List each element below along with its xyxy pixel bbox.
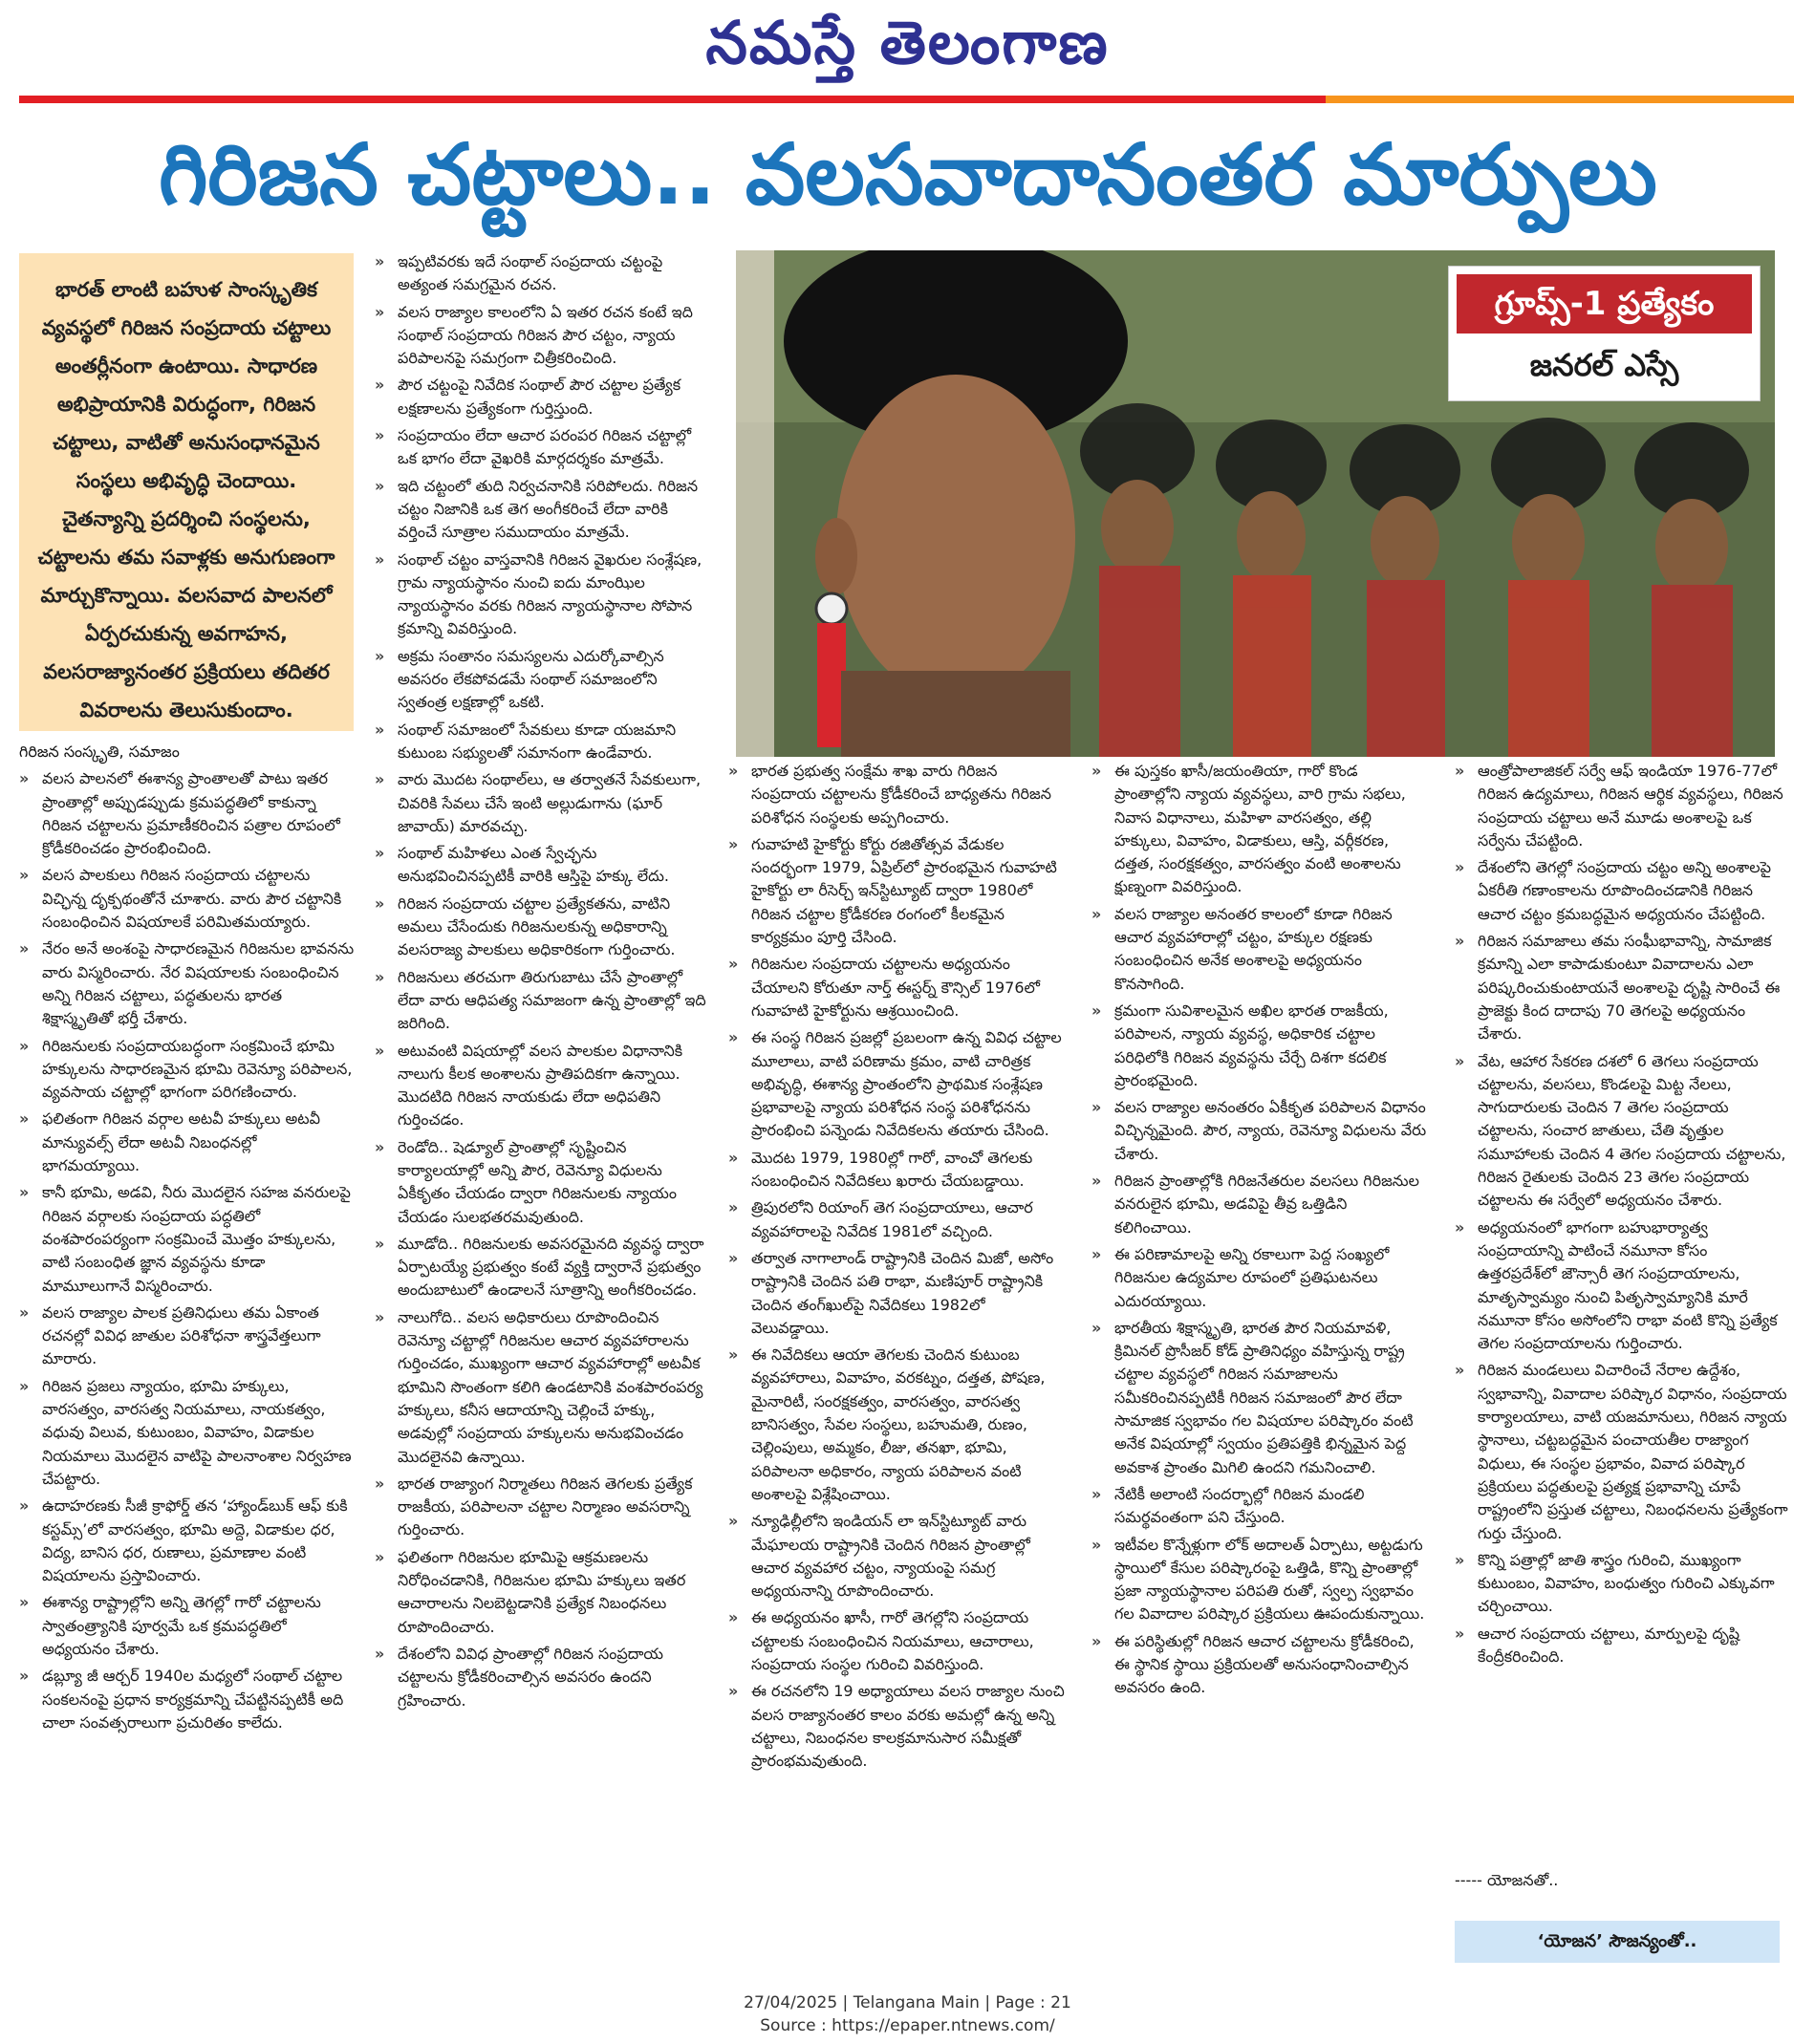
bullet-paragraph: » అధ్యయనంలో భాగంగా బహుభార్యాత్వ సంప్రదాయాన్ని పాటించే నమూనా కోసం ఉత్తరప్రదేశ్‌లో జౌన్సారీ తెగ సంప్రదాయాలను, మాతృస్వామ్యం నుంచి పితృస్వామ్యానికి మారే నమూనా కోసం అసోంలోని రాభా వంటి కొన్ని ప్రత్యేక తెగల సంప్రదాయాలను గుర్తించారు. <box>1455 1216 1791 1356</box>
header-rule-orange <box>1326 96 1794 103</box>
bullet-paragraph: » వలస రాజ్యాల అనంతర కాలంలో కూడా గిరిజన ఆచార వ్యవహారాల్లో చట్టం, హక్కుల రక్షణకు సంబంధించిన అనేక అంశాలపై అధ్యయనం కొనసాగింది. <box>1091 903 1428 996</box>
bullet-paragraph: » భారత ప్రభుత్వ సంక్షేమ శాఖ వారు గిరిజన సంప్రదాయ చట్టాలను క్రోడీకరించే బాధ్యతను గిరిజన పరిశోధన సంస్థలకు అప్పగించారు. <box>728 760 1065 829</box>
bullet-paragraph: » ఈ పరిణామాలపై అన్ని రకాలుగా పెద్ద సంఖ్యలో గిరిజనుల ఉద్యమాల రూపంలో ప్రతిఘటనలు ఎదురయ్యాయి. <box>1091 1243 1428 1313</box>
footer-source-link[interactable]: Source : https://epaper.ntnews.com/ <box>760 2016 1055 2035</box>
bullet-paragraph: » నేటికీ అలాంటి సందర్భాల్లో గిరిజన మండలి సమర్థవంతంగా పని చేస్తుంది. <box>1091 1483 1428 1530</box>
bullet-paragraph: » గిరిజనులు తరచుగా తిరుగుబాటు చేసే ప్రాంతాల్లో లేదా వారు ఆధిపత్య సమాజంగా ఉన్న ప్రాంతాల్లో ఇది జరిగింది. <box>375 966 711 1036</box>
bullet-paragraph: » డబ్ల్యూ జీ ఆర్చర్ 1940ల మధ్యలో సంథాల్ చట్టాల సంకలనంపై ప్రధాన కార్యక్రమాన్ని చేపట్టినప్పటికీ అది చాలా సంవత్సరాలుగా ప్రచురితం కాలేదు. <box>19 1665 356 1734</box>
bullet-paragraph: » ఈ నివేదికలు ఆయా తెగలకు చెందిన కుటుంబ వ్యవహారాలు, వివాహం, వరకట్నం, దత్తత, పోషణ, మైనారిటీ, సంరక్షకత్వం, వారసత్వం, వారసత్వ బానిసత్వం, సేవల సంస్థలు, బహుమతి, రుణం, చెల్లింపులు, అమ్మకం, లీజు, తనఖా, భూమి, పరిపాలనా అధికారం, న్యాయ పరిపాలన వంటి అంశాలపై విశ్లేషించాయి. <box>728 1344 1065 1506</box>
masthead <box>0 0 1815 92</box>
bullet-paragraph: » పౌర చట్టంపై నివేదిక సంథాల్ పౌర చట్టాల ప్రత్యేక లక్షణాలను ప్రత్యేకంగా గుర్తిస్తుంది. <box>375 374 711 420</box>
article-column-1 <box>19 741 356 1959</box>
bullet-paragraph: » గిరిజన ప్రాంతాల్లోకి గిరిజనేతరుల వలసలు గిరిజనుల వనరులైన భూమి, అడవిపై తీవ్ర ఒత్తిడిని కలిగించాయి. <box>1091 1170 1428 1239</box>
bullet-paragraph: » నేరం అనే అంశంపై సాధారణమైన గిరిజనుల భావనను వారు విస్మరించారు. నేర విషయాలకు సంబంధించిన అన్ని గిరిజన చట్టాలు, పద్ధతులను భారత శిక్షాస్మృతితో భర్తీ చేశారు. <box>19 937 356 1030</box>
bullet-paragraph: » తర్వాత నాగాలాండ్ రాష్ట్రానికి చెందిన మిజో, అసోం రాష్ట్రానికి చెందిన పతి రాభా, మణిపూర్ రాష్ట్రానికి చెందిన తంగ్‌ఖుల్‌పై నివేదికలు 1982లో వెలువడ్డాయి. <box>728 1247 1065 1340</box>
badge-title: గ్రూప్స్-1 ప్రత్యేకం <box>1457 274 1752 333</box>
bullet-paragraph: » గువాహటి హైకోర్టు కోర్టు రజితోత్సవ వేడుకల సందర్భంగా 1979, ఏప్రిల్‌లో ప్రారంభమైన గువాహటి హైకోర్టు లా రీసెర్చ్ ఇన్‌స్టిట్యూట్ ద్వారా 1980లో గిరిజన చట్టాల క్రోడీకరణ రంగంలో కీలకమైన కార్యక్రమం పూర్తి చేసింది. <box>728 833 1065 949</box>
article-column-3 <box>728 760 1065 1959</box>
bullet-paragraph: » మొదట 1979, 1980ల్లో గారో, వాంచో తెగలకు సంబంధించిన నివేదికలు ఖరారు చేయబడ్డాయి. <box>728 1147 1065 1194</box>
bullet-paragraph: » ఆచార సంప్రదాయ చట్టాలు, మార్పులపై దృష్టి కేంద్రీకరించింది. <box>1455 1623 1791 1669</box>
article-headline: గిరిజన చట్టాలు.. వలసవాదానంతర మార్పులు <box>159 125 1657 224</box>
bullet-paragraph: » వలస పాలనలో ఈశాన్య ప్రాంతాలతో పాటు ఇతర ప్రాంతాల్లో అప్పుడప్పుడు క్రమపద్ధతిలో కాకున్నా గిరిజన చట్టాలను ప్రమాణీకరించిన పత్రాల రూపంలో క్రోడీకరించడం ప్రారంభించింది. <box>19 767 356 860</box>
bullet-paragraph: » గిరిజన సంప్రదాయ చట్టాల ప్రత్యేకతను, వాటిని అమలు చేసేందుకు గిరిజనులకున్న అధికారాన్ని వలసరాజ్య పాలకులు అధికారికంగా గుర్తించారు. <box>375 893 711 962</box>
bullet-paragraph: » ఇది చట్టంలో తుది నిర్వచనానికి సరిపోలదు. గిరిజన చట్టం నిజానికి ఒక తెగ అంగీకరించే లేదా వారికి వర్తించే సూత్రాల సముదాయం మాత్రమే. <box>375 475 711 545</box>
bullet-paragraph: » న్యూఢిల్లీలోని ఇండియన్ లా ఇన్‌స్టిట్యూట్ వారు మేఘాలయ రాష్ట్రానికి చెందిన గిరిజన ప్రాంతాల్లో ఆచార వ్యవహార చట్టం, న్యాయంపై సమగ్ర అధ్యయనాన్ని రూపొందించారు. <box>728 1510 1065 1603</box>
article-column-5 <box>1455 760 1791 1902</box>
bullet-paragraph: » అక్రమ సంతానం సమస్యలను ఎదుర్కోవాల్సిన అవసరం లేకపోవడమే సంథాల్ సమాజంలోని స్వతంత్ర లక్షణాల్లో ఒకటి. <box>375 645 711 715</box>
badge-subtitle: జనరల్ ఎస్సే <box>1529 347 1679 383</box>
bullet-paragraph: » ఇటీవల కొన్నేళ్లుగా లోక్ అదాలత్ ఏర్పాటు, అట్టడుగు స్థాయిలో కేసుల పరిష్కారంపై ఒత్తిడి, కొన్ని ప్రాంతాల్లో ప్రజా న్యాయస్థానాల పరిపతి రుతో, స్వల్ప స్వభావం గల వివాదాల పరిష్కార ప్రక్రియలు ఊపందుకున్నాయి. <box>1091 1534 1428 1626</box>
bullet-paragraph: » ఇప్పటివరకు ఇదే సంథాల్ సంప్రదాయ చట్టంపై అత్యంత సమగ్రమైన రచన. <box>375 250 711 297</box>
bullet-paragraph: » గిరిజన సమాజాలు తమ సంఘీభావాన్ని, సామాజిక క్రమాన్ని ఎలా కాపాడుకుంటూ వివాదాలను ఎలా పరిష్కరించుకుంటాయనే అంశాలపై దృష్టి సారించే ఈ ప్రాజెక్టు కింద దాదాపు 70 తెగలపై అధ్యయనం చేశారు. <box>1455 930 1791 1045</box>
footer-date-line: 27/04/2025 | Telangana Main | Page : 21 <box>744 1993 1071 2012</box>
bullet-paragraph: » భారతీయ శిక్షాస్మృతి, భారత పౌర నియమావళి, క్రిమినల్ ప్రొసీజర్ కోడ్ ప్రాతినిధ్యం వహిస్తున్న రాష్ట్ర చట్టాల వ్యవస్థలో గిరిజన సమాజాలను సమీకరించినప్పటికీ గిరిజన సమాజంలో పౌర లేదా సామాజిక స్వభావం గల విషయాల పరిష్కారం వంటి అనేక విషయాల్లో స్వయం ప్రతిపత్తికి భిన్నమైన పెద్ద అవకాశ ప్రాంతం మిగిలి ఉందని గమనించాలి. <box>1091 1317 1428 1479</box>
bullet-paragraph: » కానీ భూమి, అడవి, నీరు మొదలైన సహజ వనరులపై గిరిజన వర్గాలకు సంప్రదాయ పద్ధతిలో వంశపారంపర్యంగా సంక్రమించే మొత్తం హక్కులను, వాటి సంబంధిత జ్ఞాన వ్యవస్థను కూడా మామూలుగానే విస్మరించారు. <box>19 1181 356 1297</box>
bullet-paragraph: » వలస రాజ్యాల కాలంలోని ఏ ఇతర రచన కంటే ఇది సంథాల్ సంప్రదాయ గిరిజన పౌర చట్టం, న్యాయ పరిపాలనపై సమగ్రంగా చిత్రీకరించింది. <box>375 301 711 371</box>
bullet-paragraph: » అటువంటి విషయాల్లో వలస పాలకుల విధానానికి నాలుగు కీలక అంశాలను ప్రాతిపదికగా ఉన్నాయి. మొదటిది గిరిజన నాయకుడు లేదా అధిపతిని గుర్తించడం. <box>375 1040 711 1132</box>
bullet-paragraph: » మూడోది.. గిరిజనులకు అవసరమైనది వ్యవస్థ ద్వారా ఏర్పాటయ్యే ప్రభుత్వం కంటే వ్యక్తి ద్వారానే ప్రభుత్వం అందుబాటులో ఉండాలనే సూత్రాన్ని అంగీకరించడం. <box>375 1233 711 1302</box>
bullet-paragraph: » వేట, ఆహార సేకరణ దశలో 6 తెగలు సంప్రదాయ చట్టాలను, వలసలు, కొండలపై మిట్ట నేలలు, సాగుదారులకు చెందిన 7 తెగల సంప్రదాయ చట్టాలను, సంచార జాతులు, చేతి వృత్తుల సమూహాలకు చెందిన 4 తెగల సంప్రదాయ చట్టాలను, గిరిజన రైతులకు చెందిన 23 తెగల సంప్రదాయ చట్టాలను ఈ సర్వేలో అధ్యయనం చేశారు. <box>1455 1050 1791 1213</box>
newspaper-logo: నమస్తే తెలంగాణ <box>705 8 1110 77</box>
bullet-paragraph: » గిరిజన మండలులు విచారించే నేరాల ఉద్దేశం, స్వభావాన్ని, వివాదాల పరిష్కార విధానం, సంప్రదాయ కార్యాలయాలు, వాటి యజమానులు, గిరిజన న్యాయ స్థానాలు, చట్టబద్ధమైన పంచాయతీల రాజ్యాంగ విధులు, ఈ సంస్థల ప్రభావం, వివాద పరిష్కార ప్రక్రియలు పద్ధతులపై ప్రత్యక్ష ప్రభావాన్ని చూపే రాష్ట్రంలోని ప్రస్తుత చట్టాలు, నిబంధనలను ప్రత్యేకంగా గుర్తు చేస్తుంది. <box>1455 1359 1791 1544</box>
bullet-paragraph: » వలస రాజ్యాల పాలక ప్రతినిధులు తమ ఏకాంత రచనల్లో వివిధ జాతుల పరిశోధనా శాస్త్రవేత్తలుగా మారారు. <box>19 1302 356 1371</box>
bullet-paragraph: » వారు మొదట సంథాల్‌లు, ఆ తర్వాతనే సేవకులుగా, చివరికి సేవలు చేసే ఇంటి అల్లుడుగాను (ఘార్ జావాయ్) మారవచ్చు. <box>375 768 711 838</box>
bullet-paragraph: » సంథాల్ చట్టం వాస్తవానికి గిరిజన వైఖరుల సంశ్లేషణ, గ్రామ న్యాయస్థానం నుంచి ఐదు మాంఝిల న్యాయస్థానం వరకు గిరిజన న్యాయస్థానాల సోపాన క్రమాన్ని వివరిస్తుంది. <box>375 549 711 641</box>
bullet-paragraph: » వలస రాజ్యాల అనంతరం ఏకీకృత పరిపాలన విధానం విచ్ఛిన్నమైంది. పౌర, న్యాయ, రెవెన్యూ విధులను వేరు చేశారు. <box>1091 1096 1428 1166</box>
section-category: గిరిజన సంస్కృతి, సమాజం <box>19 742 180 761</box>
bullet-paragraph: » త్రిపురలోని రియాంగ్ తెగ సంప్రదాయాలు, ఆచార వ్యవహారాలపై నివేదిక 1981లో వచ్చింది. <box>728 1196 1065 1243</box>
bullet-paragraph: » దేశంలోని తెగల్లో సంప్రదాయ చట్టం అన్ని అంశాలపై ఏకరీతి గణాంకాలను రూపొందించడానికి గిరిజన ఆచార చట్టం క్రమబద్ధమైన అధ్యయనం చేపట్టింది. <box>1455 856 1791 926</box>
bullet-paragraph: » ఫలితంగా గిరిజనుల భూమిపై ఆక్రమణలను నిరోధించడానికి, గిరిజనుల భూమి హక్కులు ఇతర ఆచారాలను నిలబెట్టడానికి ప్రత్యేక నిబంధనలు రూపొందించారు. <box>375 1546 711 1639</box>
bullet-paragraph: » నాలుగోది.. వలస అధికారులు రూపొందించిన రెవెన్యూ చట్టాల్లో గిరిజనుల ఆచార వ్యవహారాలను గుర్తించడం, ముఖ్యంగా ఆచార వ్యవహారాల్లో అటవీక భూమిని సొంతంగా కలిగి ఉండటానికి వంశపారంపర్య హక్కులు, కనీస ఆదాయాన్ని చెల్లించే హక్కు, అడవుల్లో సంప్రదాయ హక్కులను అనుభవించడం మొదలైనవి ఉన్నాయి. <box>375 1306 711 1469</box>
bullet-paragraph: » ఈ అధ్యయనం ఖాసీ, గారో తెగల్లోని సంప్రదాయ చట్టాలకు సంబంధించిన నియమాలు, ఆచారాలు, సంప్రదాయ సంస్థల గురించి వివరిస్తుంది. <box>728 1606 1065 1676</box>
bullet-paragraph: » రెండోది.. షెడ్యూల్ ప్రాంతాల్లో సృష్టించిన కార్యాలయాల్లో అన్ని పౌర, రెవెన్యూ విధులను ఏకీకృతం చేయడం ద్వారా గిరిజనులకు న్యాయం చేయడం సులభతరమవుతుంది. <box>375 1136 711 1229</box>
bullet-paragraph: » భారత రాజ్యాంగ నిర్మాతలు గిరిజన తెగలకు ప్రత్యేక రాజకీయ, పరిపాలనా చట్టాల నిర్మాణం అవసరాన్ని గుర్తించారు. <box>375 1473 711 1542</box>
bullet-paragraph: » దేశంలోని వివిధ ప్రాంతాల్లో గిరిజన సంప్రదాయ చట్టాలను క్రోడీకరించాల్సిన అవసరం ఉందని గ్రహించారు. <box>375 1643 711 1712</box>
bullet-paragraph: » ఈశాన్య రాష్ట్రాల్లోని అన్ని తెగల్లో గారో చట్టాలను స్వాతంత్ర్యానికి పూర్వమే ఒక క్రమపద్ధతిలో అధ్యయనం చేశారు. <box>19 1591 356 1661</box>
article-column-2 <box>375 250 711 1970</box>
bullet-paragraph: » సంథాల్ సమాజంలో సేవకులు కూడా యజమాని కుటుంబ సభ్యులతో సమానంగా ఉండేవారు. <box>375 719 711 765</box>
bullet-paragraph: » గిరిజనుల సంప్రదాయ చట్టాలను అధ్యయనం చేయాలని కోరుతూ నార్త్ ఈస్టర్న్ కౌన్సిల్ 1976లో గువాహటి హైకోర్టును ఆశ్రయించింది. <box>728 953 1065 1022</box>
bullet-paragraph: » ఈ పుస్తకం ఖాసీ/జయంతియా, గారో కొండ ప్రాంతాల్లోని న్యాయ వ్యవస్థలు, వారి గ్రామ సభలు, నివాస విధానాలు, మహిళా వారసత్వం, తల్లి హక్కులు, వివాహం, విడాకులు, ఆస్తి, వర్గీకరణ, దత్తత, సంరక్షకత్వం, వారసత్వం వంటి అంశాలను క్షుణ్నంగా వివరిస్తుంది. <box>1091 760 1428 899</box>
bullet-paragraph: » కొన్ని పత్రాల్లో జాతి శాస్త్రం గురించి, ముఖ్యంగా కుటుంబం, వివాహం, బంధుత్వం గురించి ఎక్కువగా చర్చించాయి. <box>1455 1549 1791 1619</box>
bullet-paragraph: » ఉదాహరణకు సీజీ క్రాఫోర్డ్ తన ‘హ్యాండ్‌బుక్ ఆఫ్ కుకి కస్టమ్స్’లో వారసత్వం, భూమి అద్దె, విడాకుల ధర, విద్య, బానిస ధర, రుణాలు, ప్రమాణాల వంటి విషయాలను ప్రస్తావించారు. <box>19 1495 356 1587</box>
article-column-4 <box>1091 760 1428 1959</box>
author-signoff: ----- యోజనతో.. <box>1455 1871 1559 1889</box>
bullet-paragraph: » గిరిజనులకు సంప్రదాయబద్ధంగా సంక్రమించే భూమి హక్కులను సాధారణమైన భూమి రెవెన్యూ పరిపాలన, వ్యవసాయ చట్టాల్లో భాగంగా పరిగణించారు. <box>19 1035 356 1105</box>
credit-box: ‘యోజన’ సౌజన్యంతో.. <box>1455 1921 1780 1963</box>
bullet-paragraph: » ఫలితంగా గిరిజన వర్గాల అటవీ హక్కులు అటవీ మాన్యువల్స్ లేదా అటవీ నిబంధనల్లో భాగమయ్యాయి. <box>19 1108 356 1177</box>
bullet-paragraph: » ఆంత్రోపాలాజికల్ సర్వే ఆఫ్ ఇండియా 1976-77లో గిరిజన ఉద్యమాలు, గిరిజన ఆర్థిక వ్యవస్థలు, గిరిజన సంప్రదాయ చట్టాలు అనే మూడు అంశాలపై ఒక సర్వేను చేపట్టింది. <box>1455 760 1791 852</box>
bullet-paragraph: » క్రమంగా సువిశాలమైన అఖిల భారత రాజకీయ, పరిపాలన, న్యాయ వ్యవస్థ, అధికారిక చట్టాల పరిధిలోకి గిరిజన వ్యవస్థను చేర్చే దిశగా కదలిక ప్రారంభమైంది. <box>1091 1000 1428 1092</box>
header-rule-red <box>19 96 1326 103</box>
section-badge <box>1448 266 1761 401</box>
bullet-paragraph: » సంథాల్ మహిళలు ఎంత స్వేచ్ఛను అనుభవించినప్పటికీ వారికి ఆస్తిపై హక్కు లేదు. <box>375 842 711 889</box>
bullet-paragraph: » ఈ సంస్థ గిరిజన ప్రజల్లో ప్రబలంగా ఉన్న వివిధ చట్టాల మూలాలు, వాటి పరిణామ క్రమం, వాటి చారిత్రక అభివృద్ధి, ఈశాన్య ప్రాంతంలోని ప్రాథమిక సంశ్లేషణ ప్రభావాలపై న్యాయ పరిశోధన సంస్థ పరిశోధనను ప్రారంభించి పన్నెండు నివేదికలను తయారు చేసింది. <box>728 1026 1065 1142</box>
bullet-paragraph: » వలస పాలకులు గిరిజన సంప్రదాయ చట్టాలను విచ్ఛిన్న దృక్పథంతోనే చూశారు. వారు పౌర చట్టానికి సంబంధించిన విషయాలకే పరిమితమయ్యారు. <box>19 864 356 934</box>
bullet-paragraph: » ఈ రచనలోని 19 అధ్యాయాలు వలస రాజ్యాల నుంచి వలస రాజ్యానంతర కాలం వరకు అమల్లో ఉన్న అన్ని చట్టాలు, నిబంధనల కాలక్రమానుసార సమీక్షతో ప్రారంభమవుతుంది. <box>728 1680 1065 1773</box>
bullet-paragraph: » గిరిజన ప్రజలు న్యాయం, భూమి హక్కులు, వారసత్వం, వారసత్వ నియమాలు, నాయకత్వం, వధువు విలువ, కుటుంబం, వివాహం, విడాకుల నియమాలు మొదలైన వాటిపై పాలనాంశాల నిర్వహణ చేపట్టారు. <box>19 1375 356 1491</box>
bullet-paragraph: » ఈ పరిస్థితుల్లో గిరిజన ఆచార చట్టాలను క్రోడీకరించి, ఈ స్థానిక స్థాయి ప్రక్రియలతో అనుసంధానించాల్సిన అవసరం ఉంది. <box>1091 1630 1428 1700</box>
intro-box: భారత్ లాంటి బహుళ సాంస్కృతిక వ్యవస్థలో గిరిజన సంప్రదాయ చట్టాలు అంతర్లీనంగా ఉంటాయి. సాధారణ అభిప్రాయానికి విరుద్ధంగా, గిరిజన చట్టాలు, వాటితో అనుసంధానమైన సంస్థలు అభివృద్ధి చెందాయి. చైతన్యాన్ని ప్రదర్శించి సంస్థలను, చట్టాలను తమ సవాళ్లకు అనుగుణంగా మార్చుకొన్నాయి. వలసవాద పాలనలో ఏర్పరచుకున్న అవగాహన, వలసరాజ్యానంతర ప్రక్రియలు తదితర వివరాలను తెలుసుకుందాం. <box>19 253 354 731</box>
bullet-paragraph: » సంప్రదాయం లేదా ఆచార పరంపర గిరిజన చట్టాల్లో ఒక భాగం లేదా వైఖరికి మార్గదర్శకం మాత్రమే. <box>375 424 711 471</box>
